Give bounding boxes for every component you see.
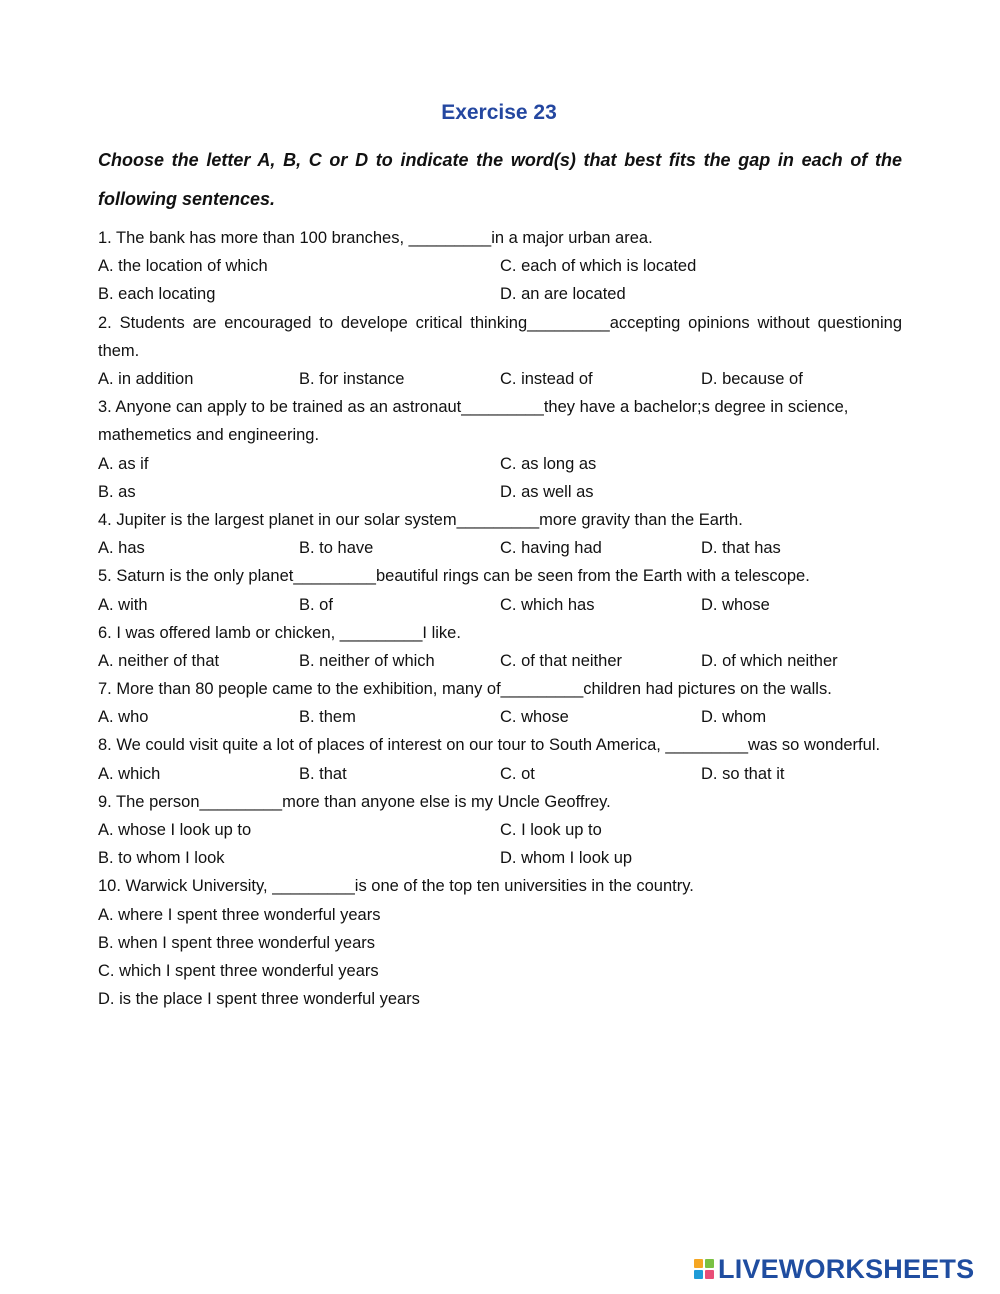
logo-square-1 — [694, 1259, 703, 1268]
option-d[interactable]: D. because of — [701, 369, 803, 388]
option-d[interactable]: D. is the place I spent three wonderful years — [98, 990, 420, 1009]
option-c[interactable]: C. as long as — [500, 454, 597, 473]
options-row — [98, 280, 902, 308]
options-row — [98, 760, 902, 788]
question-7 — [98, 675, 902, 731]
option-b[interactable]: B. when I spent three wonderful years — [98, 933, 375, 952]
options-row — [98, 647, 902, 675]
question-text: 1. The bank has more than 100 branches, _________in a major urban area. — [98, 229, 653, 247]
option-c[interactable]: C. I look up to — [500, 821, 602, 840]
question-text: 8. We could visit quite a lot of places of interest on our tour to South America, _________was so wonderful. — [98, 736, 881, 755]
options-row — [98, 591, 902, 619]
option-c[interactable]: C. of that neither — [500, 651, 622, 670]
option-d[interactable]: D. that has — [701, 539, 781, 558]
question-6 — [98, 619, 902, 675]
option-c[interactable]: C. having had — [500, 539, 602, 558]
liveworksheets-logo[interactable] — [694, 1255, 974, 1283]
option-b[interactable]: B. for instance — [299, 369, 405, 388]
question-text: 6. I was offered lamb or chicken, _________I like. — [98, 623, 461, 642]
option-d[interactable]: D. whose — [701, 595, 770, 614]
option-c[interactable]: C. whose — [500, 708, 569, 727]
option-a[interactable]: A. neither of that — [98, 651, 220, 670]
question-text: 5. Saturn is the only planet_________beautiful rings can be seen from the Earth with a telescope. — [98, 567, 810, 586]
question-text: 7. More than 80 people came to the exhibition, many of_________children had pictures on the walls. — [98, 680, 832, 699]
option-c[interactable]: C. which I spent three wonderful years — [98, 961, 379, 980]
option-b[interactable]: B. neither of which — [299, 651, 435, 670]
option-b[interactable]: B. as — [98, 482, 136, 501]
logo-square-3 — [694, 1270, 703, 1279]
option-b[interactable]: B. each locating — [98, 285, 216, 304]
options-row — [98, 534, 902, 562]
page-title: Exercise 23 — [441, 101, 557, 124]
option-d[interactable]: D. as well as — [500, 482, 594, 501]
instructions: Choose the letter A, B, C or D to indicate the word(s) that best fits the gap in each of the following sentences. — [98, 150, 902, 209]
question-9 — [98, 788, 902, 873]
option-b[interactable]: B. to whom I look — [98, 849, 225, 868]
option-a[interactable]: A. the location of which — [98, 257, 268, 276]
option-b[interactable]: B. that — [299, 764, 347, 783]
question-3 — [98, 393, 902, 506]
option-c[interactable]: C. which has — [500, 595, 595, 614]
question-text: 2. Students are encouraged to develope critical thinking_________accepting opinions without questioning them. — [98, 313, 902, 360]
question-4 — [98, 506, 902, 562]
liveworksheets-logo-text: LIVEWORKSHEETS — [718, 1253, 975, 1284]
options-row — [98, 703, 902, 731]
option-d[interactable]: D. of which neither — [701, 651, 838, 670]
options-row — [98, 816, 902, 844]
options-row — [98, 252, 902, 280]
question-text: 3. Anyone can apply to be trained as an astronaut_________they have a bachelor;s degree in science, mathemetics and engineering. — [98, 398, 849, 445]
options-row — [98, 844, 902, 872]
option-a[interactable]: A. in addition — [98, 369, 194, 388]
option-d[interactable]: D. whom I look up — [500, 849, 633, 868]
options-row — [98, 365, 902, 393]
question-text: 9. The person_________more than anyone else is my Uncle Geoffrey. — [98, 792, 611, 811]
option-c[interactable]: C. instead of — [500, 369, 593, 388]
question-1 — [98, 224, 902, 309]
option-b[interactable]: B. them — [299, 708, 356, 727]
option-a[interactable]: A. as if — [98, 454, 149, 473]
option-b[interactable]: B. to have — [299, 539, 374, 558]
options-row — [98, 450, 902, 478]
question-8 — [98, 731, 902, 787]
question-10 — [98, 872, 902, 1013]
option-b[interactable]: B. of — [299, 595, 333, 614]
option-d[interactable]: D. so that it — [701, 764, 785, 783]
option-c[interactable]: C. each of which is located — [500, 257, 697, 276]
option-a[interactable]: A. which — [98, 764, 161, 783]
logo-square-2 — [705, 1259, 714, 1268]
question-text: 10. Warwick University, _________is one of the top ten universities in the country. — [98, 877, 694, 896]
question-5 — [98, 562, 902, 618]
option-a[interactable]: A. where I spent three wonderful years — [98, 905, 381, 924]
option-d[interactable]: D. an are located — [500, 285, 626, 304]
option-d[interactable]: D. whom — [701, 708, 767, 727]
option-a[interactable]: A. has — [98, 539, 145, 558]
logo-square-4 — [705, 1270, 714, 1279]
options-row — [98, 478, 902, 506]
liveworksheets-logo-icon — [694, 1259, 714, 1279]
option-a[interactable]: A. who — [98, 708, 149, 727]
question-2 — [98, 309, 902, 394]
option-c[interactable]: C. ot — [500, 764, 535, 783]
question-text: 4. Jupiter is the largest planet in our solar system_________more gravity than the Earth. — [98, 510, 743, 529]
questions-list — [98, 224, 902, 1013]
option-a[interactable]: A. with — [98, 595, 148, 614]
option-a[interactable]: A. whose I look up to — [98, 821, 252, 840]
